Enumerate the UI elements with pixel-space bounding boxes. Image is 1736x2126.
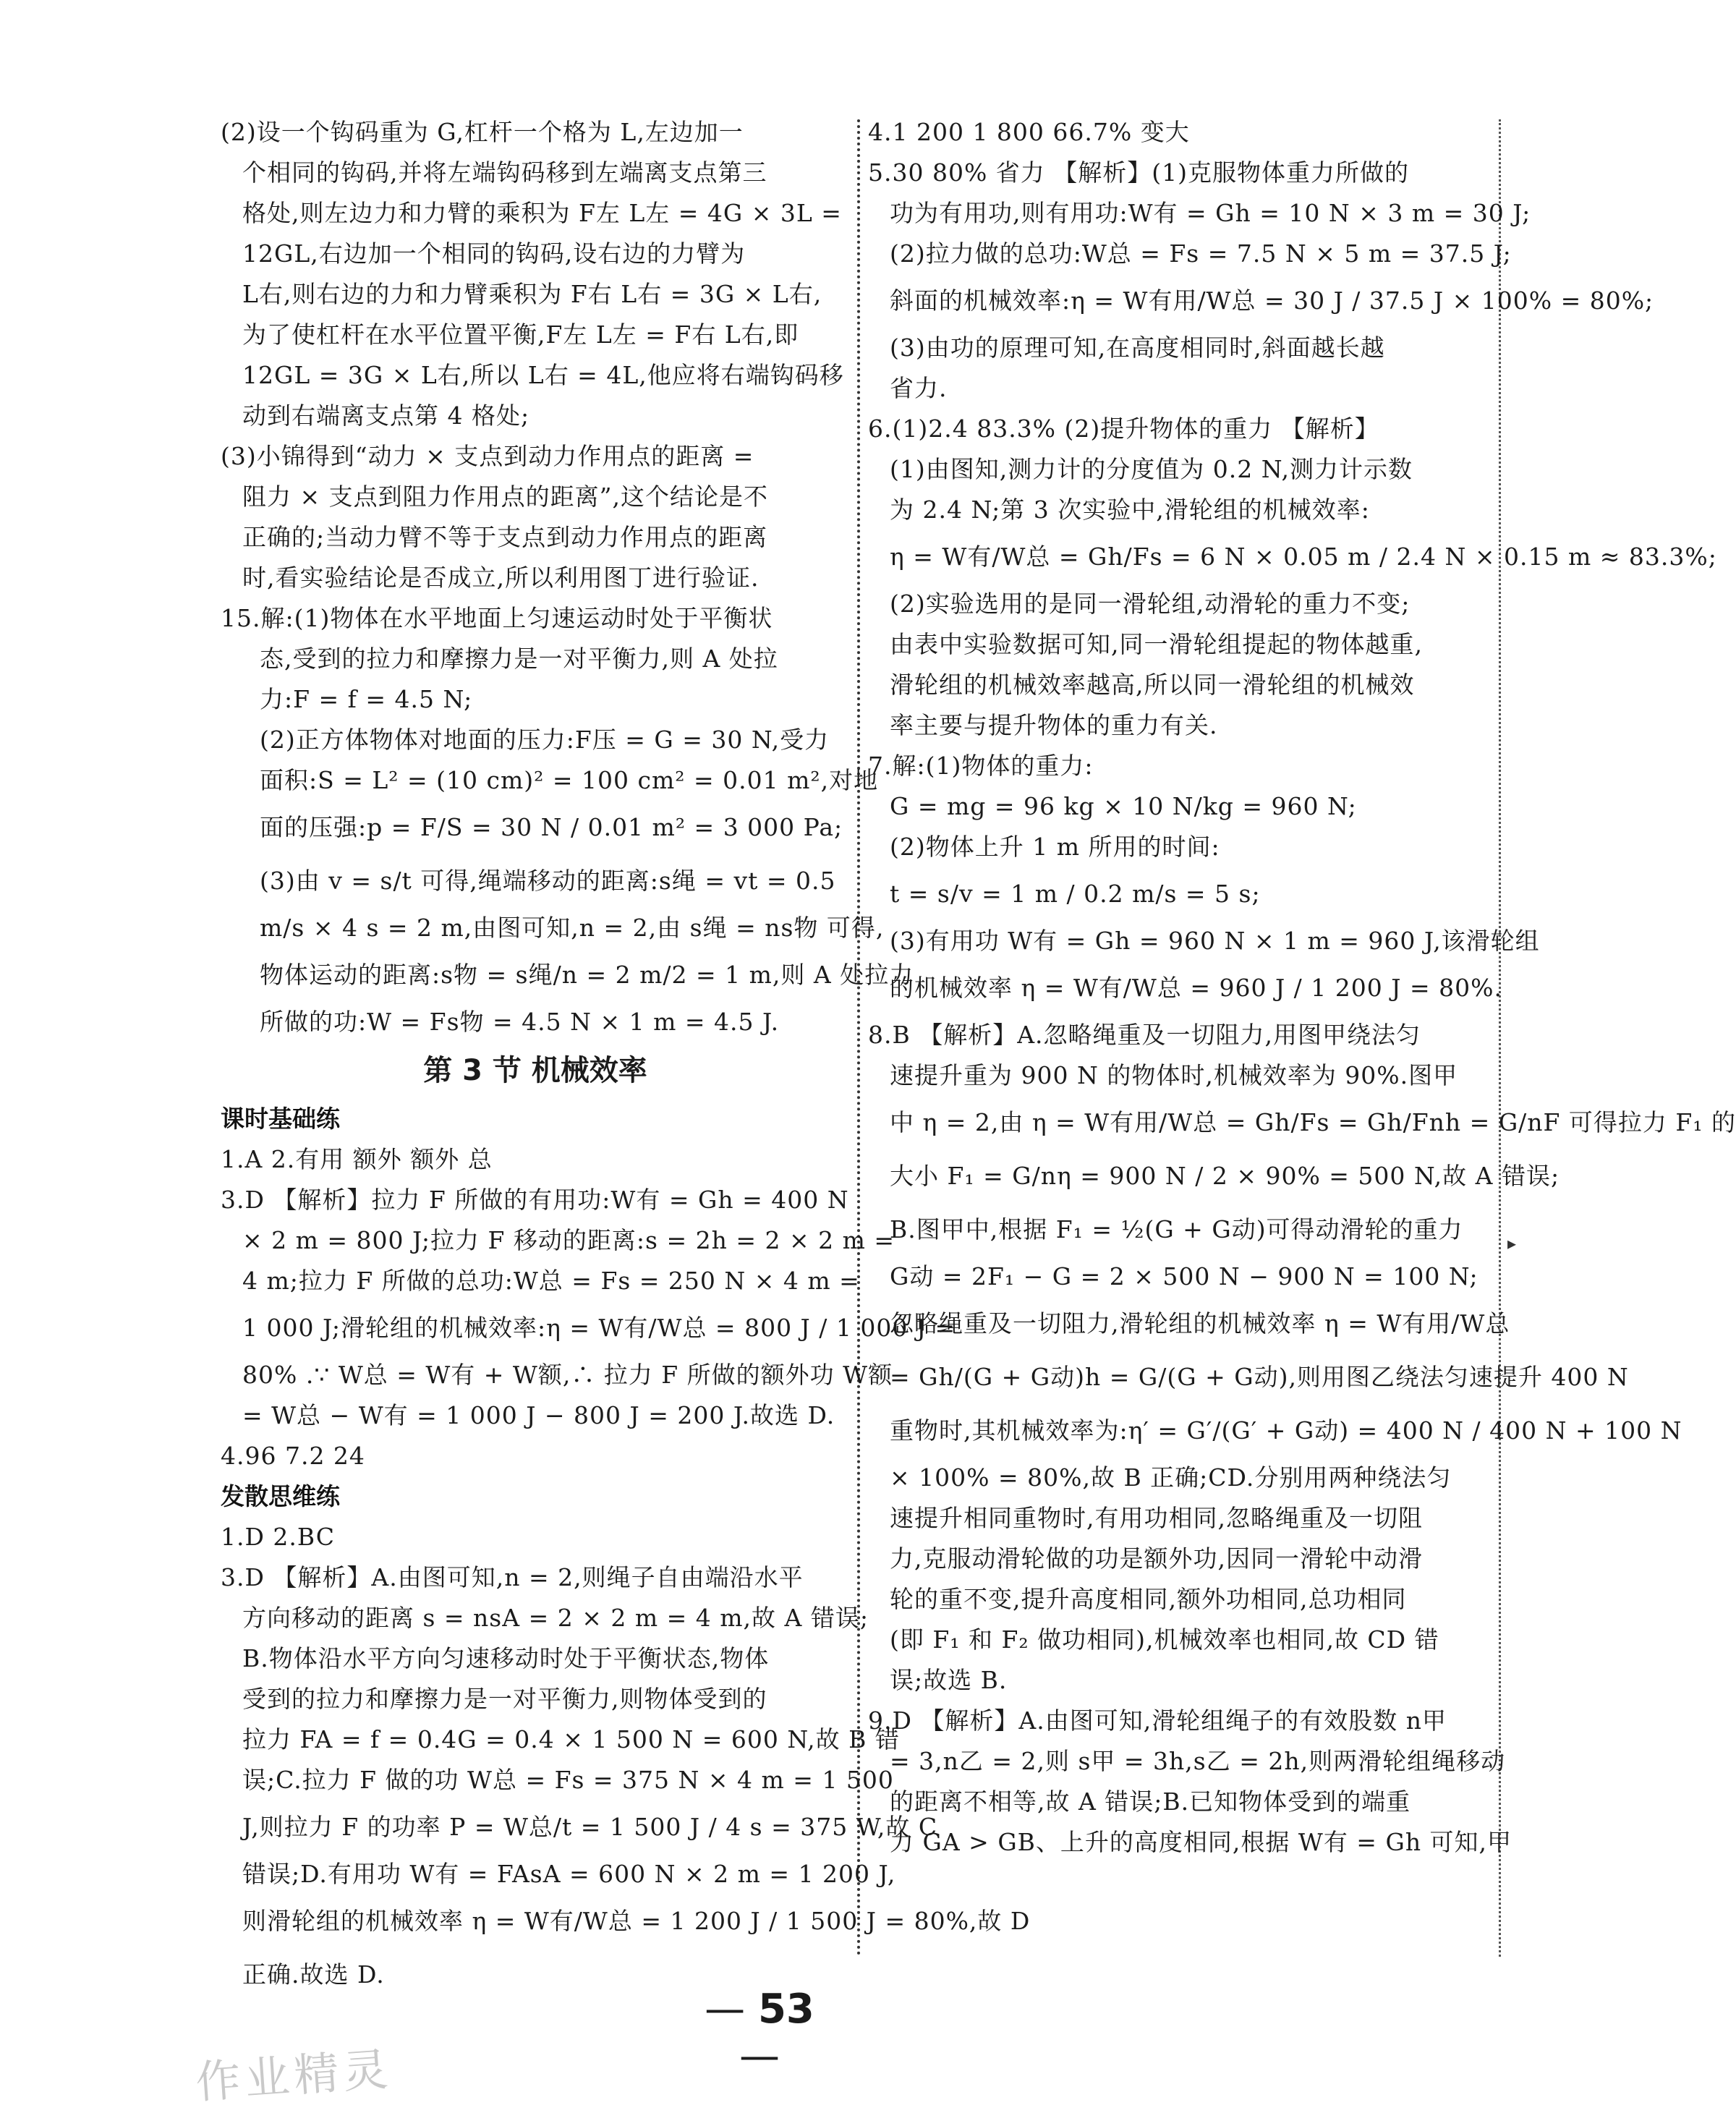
text-line: L右,则右边的力和力臂乘积为 F右 L右 = 3G × L右, [242,280,822,308]
text-line: 个相同的钩码,并将左端钩码移到左端离支点第三 [242,158,767,187]
text-line: 滑轮组的机械效率越高,所以同一滑轮组的机械效 [890,671,1415,699]
subsection-heading: 发散思维练 [221,1482,340,1510]
text-line: 误;故选 B. [890,1666,1008,1694]
text-line: 忽略绳重及一切阻力,滑轮组的机械效率 η = W有用/W总 [890,1309,1510,1338]
text-line: 速提升重为 900 N 的物体时,机械效率为 90%.图甲 [890,1061,1458,1089]
text-line: (3)由功的原理可知,在高度相同时,斜面越长越 [890,333,1385,362]
text-line: 3.D 【解析】A.由图可知,n = 2,则绳子自由端沿水平 [221,1563,804,1591]
text-line: (2)实验选用的是同一滑轮组,动滑轮的重力不变; [890,590,1410,618]
text-line: 为 2.4 N;第 3 次实验中,滑轮组的机械效率: [890,496,1370,524]
text-line: 面积:S = L² = (10 cm)² = 100 cm² = 0.01 m²,对地 [260,766,879,794]
text-line: 7.解:(1)物体的重力: [868,752,1094,780]
text-line: 1.D 2.BC [221,1523,336,1551]
right-column [868,112,1736,1863]
text-line: 受到的拉力和摩擦力是一对平衡力,则物体受到的 [242,1685,767,1713]
text-line: 阻力 × 支点到阻力作用点的距离”,这个结论是不 [242,482,768,511]
text-line: 态,受到的拉力和摩擦力是一对平衡力,则 A 处拉 [260,645,778,673]
section-title: 第 3 节 机械效率 [423,1054,647,1087]
text-line: 力 GA > GB、上升的高度相同,根据 W有 = Gh 可知,甲 [890,1828,1512,1856]
text-line: 正确.故选 D. [242,1960,385,1989]
text-line: 所做的功:W = Fs物 = 4.5 N × 1 m = 4.5 J. [260,1008,780,1036]
text-line: 12GL = 3G × L右,所以 L右 = 4L,他应将右端钩码移 [242,361,844,389]
text-line: 速提升相同重物时,有用功相同,忽略绳重及一切阻 [890,1504,1423,1532]
text-line: 动到右端离支点第 4 格处; [242,401,530,430]
watermark: 作业精灵 [194,2042,394,2109]
text-line: 物体运动的距离:s物 = s绳/n = 2 m/2 = 1 m,则 A 处拉力 [260,961,914,989]
text-line: = Gh/(G + G动)h = G/(G + G动),则用图乙绕法匀速提升 400 N [890,1363,1629,1391]
text-line: 的距离不相等,故 A 错误;B.已知物体受到的端重 [890,1787,1411,1816]
text-line: = W总 − W有 = 1 000 J − 800 J = 200 J.故选 D. [242,1401,835,1429]
text-line: (2)正方体物体对地面的压力:F压 = G = 30 N,受力 [260,726,830,754]
subsection-heading: 课时基础练 [221,1105,340,1133]
text-line: (3)由 v = s/t 可得,绳端移动的距离:s绳 = vt = 0.5 [260,867,836,895]
text-line: 1 000 J;滑轮组的机械效率:η = W有/W总 = 800 J / 1 000 J = [242,1314,956,1342]
text-line: (3)小锦得到“动力 × 支点到动力作用点的距离 = [221,442,754,470]
text-line: (3)有用功 W有 = Gh = 960 N × 1 m = 960 J,该滑轮组 [890,927,1540,955]
text-line: 率主要与提升物体的重力有关. [890,711,1218,739]
text-line: J,则拉力 F 的功率 P = W总/t = 1 500 J / 4 s = 375 W,故 C [242,1813,938,1841]
text-line: 9.D 【解析】A.由图可知,滑轮组绳子的有效股数 n甲 [868,1706,1447,1735]
margin-mark: ▸ [1507,1233,1517,1254]
text-line: 4 m;拉力 F 所做的总功:W总 = Fs = 250 N × 4 m = [242,1267,860,1295]
text-line: (2)设一个钩码重为 G,杠杆一个格为 L,左边加一 [221,118,744,146]
text-line: 力,克服动滑轮做的功是额外功,因同一滑轮中动滑 [890,1544,1423,1573]
text-line: × 100% = 80%,故 B 正确;CD.分别用两种绕法匀 [890,1463,1452,1492]
right-margin-rule [1499,119,1501,1957]
text-line: = 3,n乙 = 2,则 s甲 = 3h,s乙 = 2h,则两滑轮组绳移动 [890,1747,1506,1775]
text-line: 3.D 【解析】拉力 F 所做的有用功:W有 = Gh = 400 N [221,1186,849,1214]
text-line: 时,看实验结论是否成立,所以利用图丁进行验证. [242,564,760,592]
text-line: (2)物体上升 1 m 所用的时间: [890,833,1220,861]
text-line: B.图甲中,根据 F₁ = ½(G + G动)可得动滑轮的重力 [890,1215,1463,1243]
text-line: 由表中实验数据可知,同一滑轮组提起的物体越重, [890,630,1423,658]
text-line: (1)由图知,测力计的分度值为 0.2 N,测力计示数 [890,455,1413,483]
text-line: 8.B 【解析】A.忽略绳重及一切阻力,用图甲绕法匀 [868,1021,1421,1049]
text-line: 方向移动的距离 s = nsA = 2 × 2 m = 4 m,故 A 错误; [242,1604,869,1632]
text-line: 省力. [890,374,948,402]
text-line: 面的压强:p = F/S = 30 N / 0.01 m² = 3 000 Pa; [260,813,843,841]
text-line: 轮的重不变,提升高度相同,额外功相同,总功相同 [890,1585,1407,1613]
text-line: 5.30 80% 省力 【解析】(1)克服物体重力所做的 [868,158,1410,187]
text-line: 6.(1)2.4 83.3% (2)提升物体的重力 【解析】 [868,414,1379,443]
text-line: 大小 F₁ = G/nη = 900 N / 2 × 90% = 500 N,故 A 错误; [890,1162,1560,1190]
text-line: 12GL,右边加一个相同的钩码,设右边的力臂为 [242,239,746,268]
text-line: 为了使杠杆在水平位置平衡,F左 L左 = F右 L右,即 [242,320,799,349]
text-line: t = s/v = 1 m / 0.2 m/s = 5 s; [890,880,1261,908]
text-line: 80% .∵ W总 = W有 + W额,∴ 拉力 F 所做的额外功 W额 [242,1361,893,1389]
page-number-value: 53 [757,1986,814,2033]
text-line: 4.96 7.2 24 [221,1442,365,1470]
text-line: 格处,则左边力和力臂的乘积为 F左 L左 = 4G × 3L = [242,199,842,227]
text-line: 错误;D.有用功 W有 = FAsA = 600 N × 2 m = 1 200 J, [242,1860,896,1888]
column-divider [857,119,860,1957]
text-line: 斜面的机械效率:η = W有用/W总 = 30 J / 37.5 J × 100% = 80%; [890,286,1654,315]
text-line: 中 η = 2,由 η = W有用/W总 = Gh/Fs = Gh/Fnh = G/nF 可得拉力 F₁ 的 [890,1108,1736,1136]
text-line: (2)拉力做的总功:W总 = Fs = 7.5 N × 5 m = 37.5 J; [890,239,1512,268]
text-line: 15.解:(1)物体在水平地面上匀速运动时处于平衡状 [221,604,773,632]
text-line: 功为有用功,则有用功:W有 = Gh = 10 N × 3 m = 30 J; [890,199,1531,227]
text-line: 的机械效率 η = W有/W总 = 960 J / 1 200 J = 80%. [890,974,1502,1002]
text-line: m/s × 4 s = 2 m,由图可知,n = 2,由 s绳 = ns物 可得, [260,914,885,942]
text-line: 误;C.拉力 F 做的功 W总 = Fs = 375 N × 4 m = 1 500 [242,1766,894,1794]
text-line: G动 = 2F₁ − G = 2 × 500 N − 900 N = 100 N; [890,1262,1478,1291]
text-line: 力:F = f = 4.5 N; [260,685,473,713]
text-line: 拉力 FA = f = 0.4G = 0.4 × 1 500 N = 600 N,故 B 错 [242,1725,900,1753]
text-line: η = W有/W总 = Gh/Fs = 6 N × 0.05 m / 2.4 N × 0.15 m ≈ 83.3%; [890,543,1717,571]
text-line: 正确的;当动力臂不等于支点到动力作用点的距离 [242,523,768,551]
text-line: B.物体沿水平方向匀速移动时处于平衡状态,物体 [242,1644,770,1672]
text-line: (即 F₁ 和 F₂ 做功相同),机械效率也相同,故 CD 错 [890,1625,1439,1654]
text-line: × 2 m = 800 J;拉力 F 移动的距离:s = 2h = 2 × 2 m = [242,1226,895,1254]
text-line: 则滑轮组的机械效率 η = W有/W总 = 1 200 J / 1 500 J = 80%,故 D [242,1907,1031,1935]
text-line: 1.A 2.有用 额外 额外 总 [221,1145,493,1173]
page-number: — 53 — [705,1986,814,2080]
text-line: G = mg = 96 kg × 10 N/kg = 960 N; [890,792,1357,820]
text-line: 重物时,其机械效率为:η′ = G′/(G′ + G动) = 400 N / 400 N + 100 N [890,1416,1682,1445]
text-line: 4.1 200 1 800 66.7% 变大 [868,118,1190,146]
